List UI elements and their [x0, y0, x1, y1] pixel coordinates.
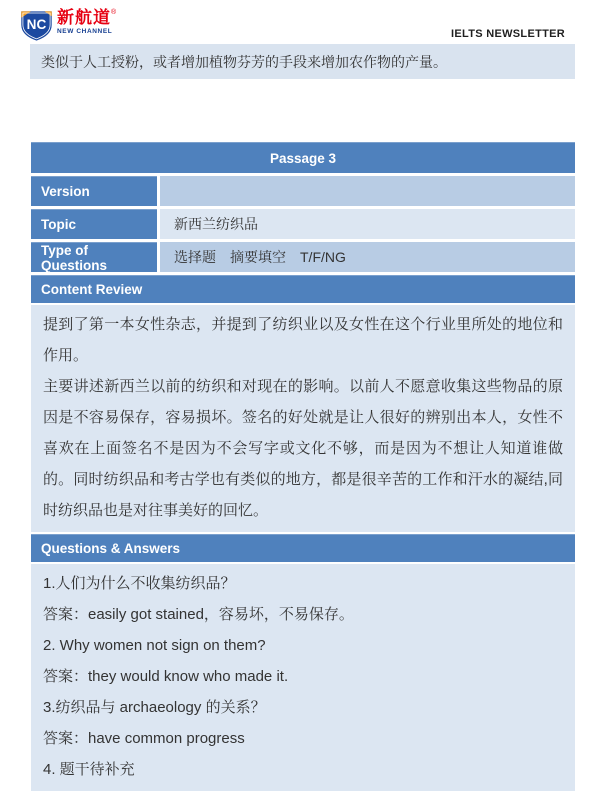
- qa-question: 4. 题干待补充: [43, 761, 135, 778]
- row-value-version: [160, 176, 575, 206]
- qa-question: 1.人们为什么不收集纺织品？: [43, 575, 236, 592]
- row-value-question-types: 选择题 摘要填空 T/F/NG: [160, 242, 575, 272]
- table-row: [31, 242, 575, 272]
- table-row: [31, 209, 575, 239]
- content-review-body: [31, 305, 575, 532]
- brand-name-chinese: 新航道: [57, 8, 111, 27]
- newsletter-title: IELTS NEWSLETTER: [451, 28, 565, 40]
- qa-question: 3.纺织品与 archaeology 的关系？: [43, 699, 266, 716]
- brand-name-english: NEW CHANNEL: [57, 28, 113, 35]
- registered-trademark-symbol: ®: [111, 9, 117, 16]
- content-review-paragraph: 提到了第一本女性杂志，并提到了纺织业以及女性在这个行业里所处的地位和作用。: [43, 316, 563, 364]
- page-header: [0, 0, 605, 41]
- qa-answer: 答案：have common progress: [43, 730, 245, 747]
- table-row: [31, 176, 575, 206]
- qa-answer: 答案：they would know who made it.: [43, 668, 289, 685]
- content-review-header: Content Review: [31, 275, 575, 303]
- row-label-topic: Topic: [31, 209, 157, 239]
- row-label-version: Version: [31, 176, 157, 206]
- row-label-question-types: Type of Questions: [31, 242, 157, 272]
- logo-wordmark: [57, 9, 116, 36]
- top-note-text: 类似于人工授粉，或者增加植物芬芳的手段来增加农作物的产量。: [41, 53, 447, 70]
- questions-answers-body: [31, 564, 575, 791]
- new-channel-logo: [20, 9, 116, 41]
- qa-answer: 答案：easily got stained，容易坏，不易保存。: [43, 606, 354, 623]
- svg-text:NC: NC: [26, 17, 47, 32]
- top-note-banner: [30, 44, 575, 79]
- passage-table: [31, 142, 575, 791]
- qa-question: 2. Why women not sign on them?: [43, 637, 266, 654]
- row-value-topic: 新西兰纺织品: [160, 209, 575, 239]
- questions-answers-header: Questions & Answers: [31, 534, 575, 562]
- nc-shield-icon: [20, 9, 53, 41]
- content-review-paragraph: 主要讲述新西兰以前的纺织和对现在的影响。以前人不愿意收集这些物品的原因是不容易保存，容易损坏。签名的好处就是让人很好的辨别出本人，女性不喜欢在上面签名不是因为不会写字或文化不够，而是因为不想让人知道谁做的。同时纺织品和考古学也有类似的地方，都是很辛苦的工作和汗水的凝结,同时纺织品也是对往事美好的回忆。: [43, 378, 563, 519]
- passage-title-header: Passage 3: [31, 142, 575, 173]
